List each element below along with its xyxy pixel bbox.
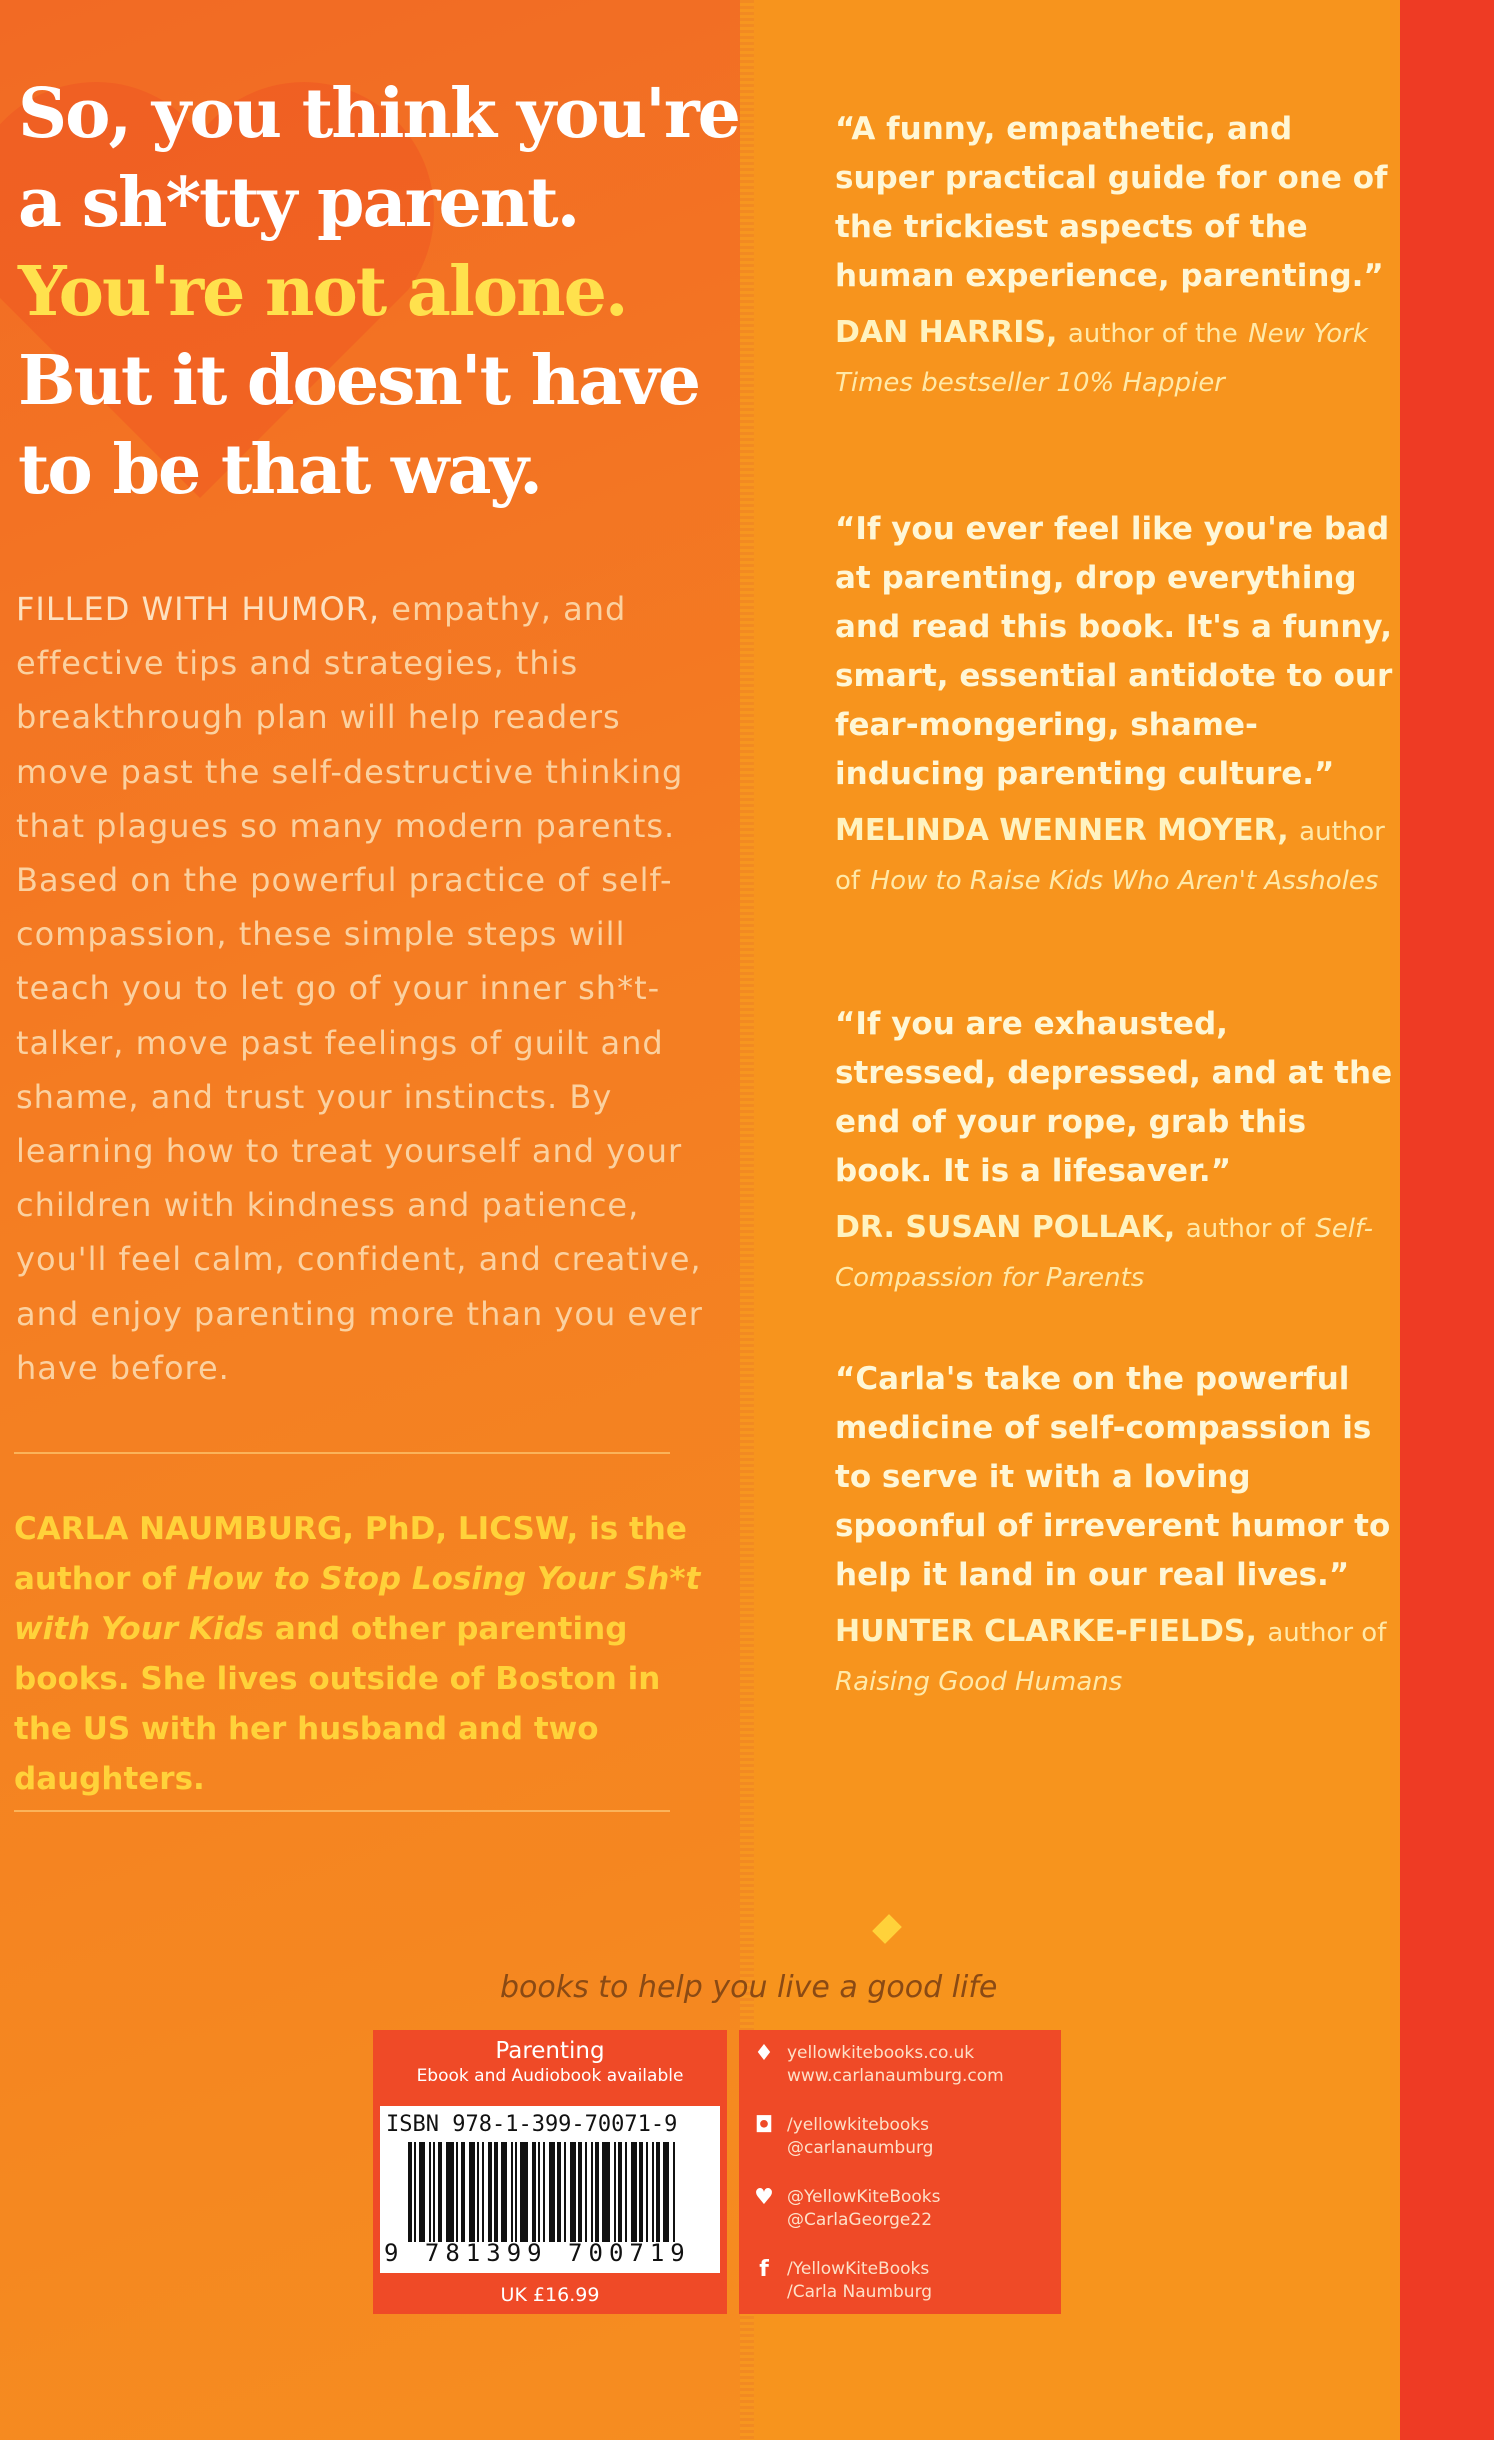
quote-text: “Carla's take on the powerful medicine of self-compassion is to serve it with a loving spoonful of irreverent humor to help it land in our real lives.” (835, 1361, 1391, 1593)
quote-text: “If you ever feel like you're bad at parenting, drop everything and read this book. It's a funny, smart, essential antidote to our fear-mongering, shame-inducing parenting culture.” (835, 511, 1393, 792)
quote-role: author of (835, 817, 1385, 896)
quote-attribution (835, 1608, 1395, 1706)
quote-author: MELINDA WENNER MOYER, (835, 813, 1289, 848)
barcode-bar (656, 2142, 660, 2242)
category-label: Parenting (495, 2038, 605, 2064)
quote-author: HUNTER CLARKE-FIELDS, (835, 1614, 1257, 1649)
quote-role: author of (1267, 1618, 1387, 1648)
social-handle: @YellowKiteBooks (787, 2187, 941, 2207)
quote-role: author of the (1067, 319, 1238, 349)
headline-line: So, you think you're (18, 74, 739, 154)
barcode-bar (419, 2142, 425, 2242)
barcode-bar (578, 2142, 582, 2242)
barcode-bar (456, 2142, 458, 2242)
quote-attribution (835, 1204, 1395, 1302)
barcode-bar (585, 2142, 587, 2242)
publisher-tagline: books to help you live a good life (500, 1970, 998, 2005)
barcode-bar (532, 2142, 536, 2242)
twitter-icon: ♥ (754, 2185, 774, 2210)
barcode-bar (408, 2142, 412, 2242)
social-item (753, 2114, 933, 2160)
barcode-bar (646, 2142, 648, 2242)
quote-work: Self-Compassion for Parents (835, 1214, 1374, 1293)
barcode-bar (414, 2142, 416, 2242)
quote-text: “A funny, empathetic, and super practical guide for one of the trickiest aspects of the human experience, parenting.” (835, 111, 1388, 294)
barcode-bar (652, 2142, 654, 2242)
social-handle: @carlanaumburg (787, 2138, 934, 2158)
barcode-bar (564, 2142, 566, 2242)
barcode-bar (477, 2142, 479, 2242)
barcode-bar (438, 2142, 442, 2242)
barcode-bar (501, 2142, 507, 2242)
barcode-bar (618, 2142, 622, 2242)
barcode-bars (408, 2142, 708, 2242)
barcode-bar (494, 2142, 498, 2242)
social-handle: /YellowKiteBooks (787, 2259, 930, 2279)
headline-line: a sh*tty parent. (18, 163, 579, 243)
barcode-bar (557, 2142, 561, 2242)
divider (14, 1810, 670, 1812)
divider (14, 1452, 670, 1454)
blurb (16, 582, 706, 1395)
social-item (753, 2042, 1004, 2088)
blurb-lead: FILLED WITH HUMOR, (16, 590, 381, 628)
testimonial (835, 1355, 1395, 1706)
barcode-bar (543, 2142, 545, 2242)
quote-work: Raising Good Humans (835, 1667, 1123, 1697)
barcode-bar (461, 2142, 465, 2242)
retail-box (373, 2030, 727, 2314)
instagram-icon: ◘ (754, 2113, 774, 2138)
testimonial (835, 105, 1395, 407)
barcode-bar (511, 2142, 513, 2242)
barcode-bar (488, 2142, 492, 2242)
barcode-bar (673, 2142, 675, 2242)
social-handle: www.carlanaumburg.com (787, 2066, 1004, 2086)
barcode-bar (538, 2142, 540, 2242)
barcode-bar (433, 2142, 435, 2242)
barcode-bar (663, 2142, 669, 2242)
social-item (753, 2258, 932, 2304)
barcode-bar (639, 2142, 643, 2242)
barcode-bar (614, 2142, 616, 2242)
barcode-bar (549, 2142, 555, 2242)
quote-author: DR. SUSAN POLLAK, (835, 1210, 1176, 1245)
location-pin-icon: ♦ (754, 2041, 774, 2066)
facebook-icon: f (759, 2257, 769, 2282)
barcode-bar (429, 2142, 431, 2242)
quote-work: New York Times bestseller 10% Happier (835, 319, 1368, 398)
headline-line: But it doesn't have (18, 341, 699, 421)
price-label: UK £16.99 (500, 2284, 600, 2306)
barcode-bar (482, 2142, 484, 2242)
quote-text: “If you are exhausted, stressed, depressed, and at the end of your rope, grab this book. It is a lifesaver.” (835, 1006, 1393, 1189)
quote-attribution (835, 807, 1395, 905)
bio-text: and other parenting books. She lives outside of Boston in the US with her husband and two daughters. (14, 1611, 661, 1797)
isbn-text: ISBN 978-1-399-70071-9 (386, 2112, 678, 2137)
testimonial (835, 1000, 1395, 1302)
barcode-bar (602, 2142, 610, 2242)
barcode-bar (520, 2142, 528, 2242)
social-handle: /Carla Naumburg (787, 2282, 933, 2302)
bio-book-title: How to Stop Losing Your Sh*t with Your Kids (14, 1561, 701, 1647)
barcode-bar (595, 2142, 599, 2242)
barcode-bar (446, 2142, 454, 2242)
barcode-bar (570, 2142, 576, 2242)
quote-work: How to Raise Kids Who Aren't Assholes (870, 866, 1379, 896)
author-bio (14, 1504, 704, 1804)
social-handle: /yellowkitebooks (787, 2115, 929, 2135)
barcode-bar (469, 2142, 475, 2242)
quote-role: author of (1185, 1214, 1305, 1244)
bio-text: CARLA NAUMBURG, PhD, LICSW, is the author of (14, 1511, 687, 1597)
barcode-bar (631, 2142, 637, 2242)
social-handle: yellowkitebooks.co.uk (787, 2043, 975, 2063)
social-handle: @CarlaGeorge22 (787, 2210, 933, 2230)
barcode-bar (591, 2142, 593, 2242)
barcode-bar (515, 2142, 517, 2242)
headline (18, 70, 739, 515)
quote-author: DAN HARRIS, (835, 315, 1058, 350)
testimonial (835, 505, 1395, 905)
headline-line: to be that way. (18, 430, 541, 510)
barcode-bar (625, 2142, 627, 2242)
quote-attribution (835, 309, 1395, 407)
social-item (753, 2186, 941, 2232)
social-box (739, 2030, 1061, 2314)
barcode-digits: 9 781399 700719 (384, 2239, 691, 2267)
barcode (380, 2106, 720, 2273)
availability-label: Ebook and Audiobook available (416, 2066, 684, 2086)
blurb-text: empathy, and effective tips and strategies, this breakthrough plan will help readers move past the self-destructive thinking that plagues so many modern parents. Based on the powerful practice of self-compassion, these simple steps will teach you to let go of your inner sh*t-talker, move past feelings of guilt and shame, and trust your instincts. By learning how to treat yourself and your children with kindness and patience, you'll feel calm, confident, and creative, and enjoy parenting more than you ever have before. (16, 590, 703, 1387)
red-edge-stripe (1400, 0, 1494, 2440)
headline-highlight: You're not alone. (18, 252, 627, 332)
